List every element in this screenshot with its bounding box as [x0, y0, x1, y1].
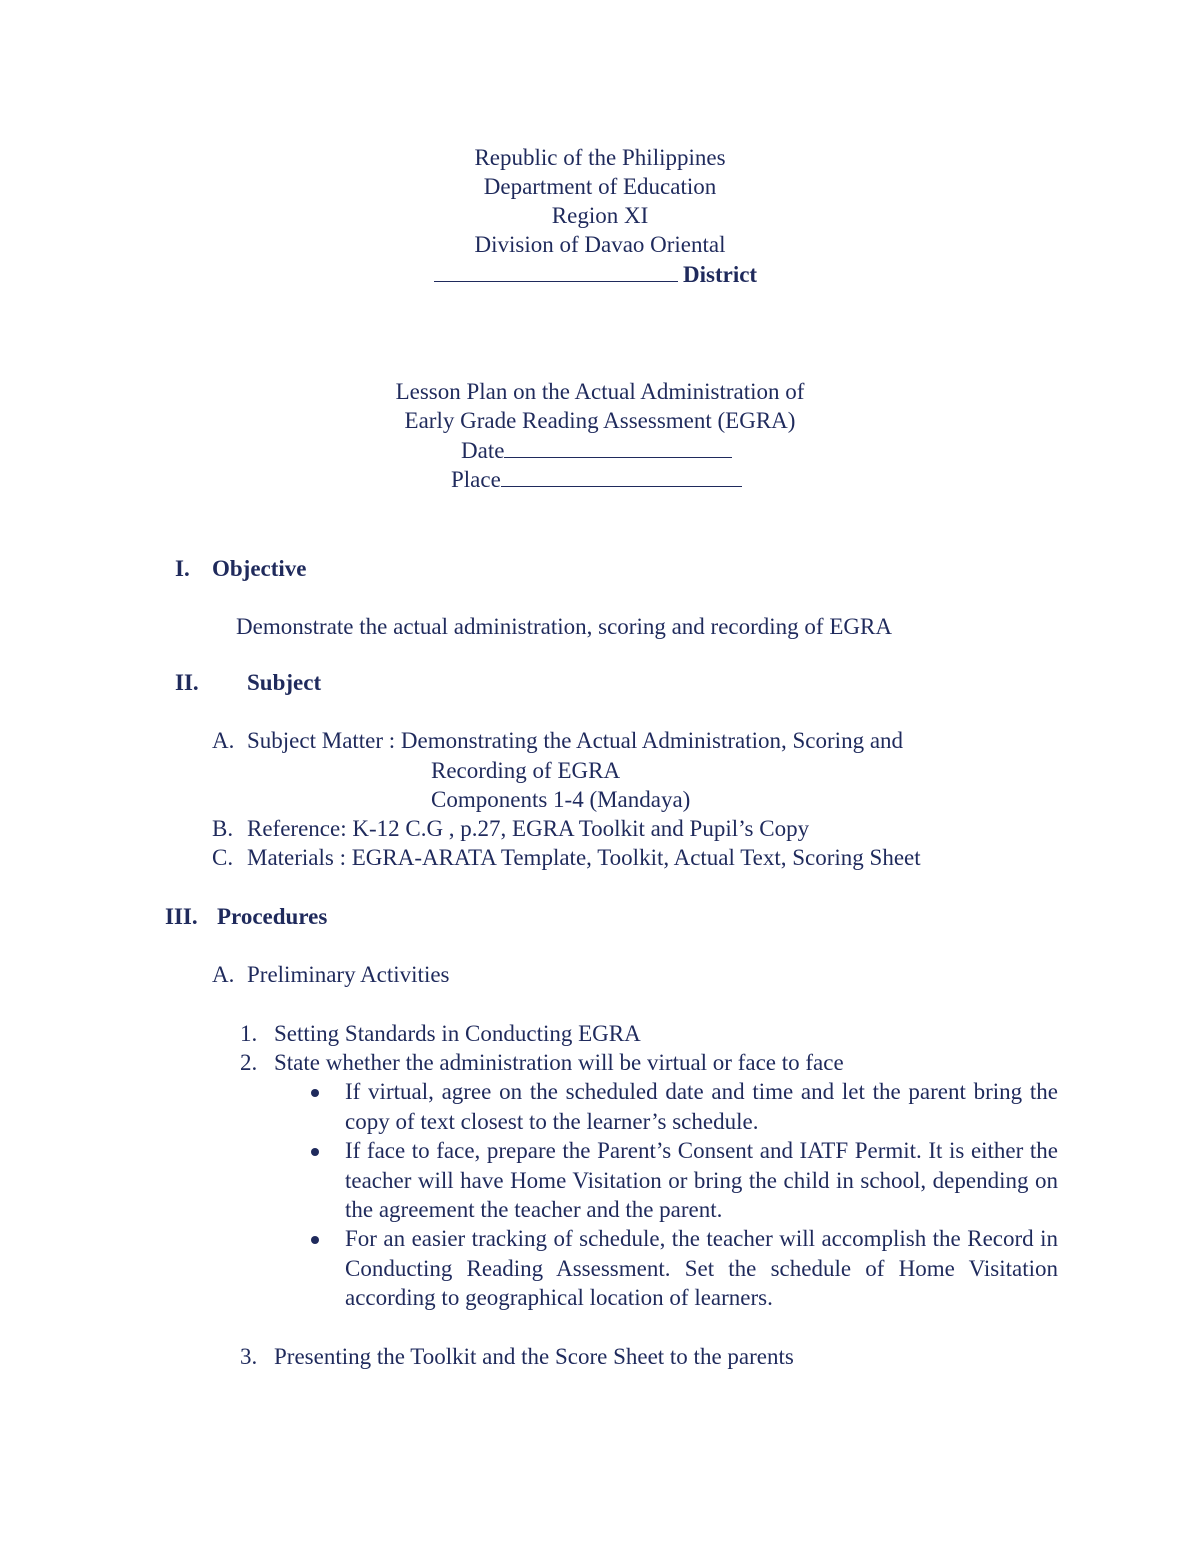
date-line	[461, 436, 732, 465]
place-label: Place	[451, 467, 501, 492]
district-line	[434, 260, 757, 289]
place-line	[451, 465, 742, 494]
objective-text: Demonstrate the actual administration, scoring and recording of EGRA	[236, 614, 892, 639]
step-number: 3.	[240, 1344, 258, 1369]
objective-heading: Objective	[212, 556, 307, 581]
bullet-item-tracking: For an easier tracking of schedule, the teacher will accomplish the Record in Conducting Reading Assessment. Set the schedule of Home Visitation according to geographical location of learners.	[345, 1226, 1058, 1310]
procedures-numeral: III.	[165, 904, 198, 929]
subject-matter-cont-1: Recording of EGRA	[431, 758, 621, 783]
objective-numeral: I.	[175, 556, 190, 581]
subject-heading: Subject	[247, 670, 322, 695]
procedures-heading: Procedures	[217, 904, 328, 929]
subject-matter-cont-2: Components 1-4 (Mandaya)	[431, 787, 691, 812]
place-blank	[501, 466, 742, 487]
preliminary-letter: A.	[212, 962, 235, 987]
division-heading: Division of Davao Oriental	[474, 232, 726, 257]
district-label: District	[683, 262, 758, 287]
bullet-icon	[308, 1233, 322, 1247]
date-blank	[504, 437, 732, 458]
step-text: Setting Standards in Conducting EGRA	[274, 1021, 641, 1046]
title-line-1: Lesson Plan on the Actual Administration of	[395, 379, 805, 404]
reference-text: Reference: K-12 C.G , p.27, EGRA Toolkit and Pupil’s Copy	[247, 816, 810, 841]
step-number: 2.	[240, 1050, 258, 1075]
republic-heading: Republic of the Philippines	[474, 145, 726, 170]
title-line-2: Early Grade Reading Assessment (EGRA)	[404, 408, 796, 433]
subject-item-letter: B.	[212, 816, 234, 841]
step-text: State whether the administration will be virtual or face to face	[274, 1050, 844, 1075]
bullet-item-virtual: If virtual, agree on the scheduled date and time and let the parent bring the copy of text closest to the learner’s schedule.	[345, 1079, 1058, 1134]
district-blank	[434, 261, 678, 282]
bullet-icon	[308, 1086, 322, 1100]
subject-numeral: II.	[175, 670, 199, 695]
region-heading: Region XI	[551, 203, 649, 228]
bullet-icon	[308, 1145, 322, 1159]
step-number: 1.	[240, 1021, 258, 1046]
department-heading: Department of Education	[483, 174, 717, 199]
date-label: Date	[461, 438, 505, 463]
materials-text: Materials : EGRA-ARATA Template, Toolkit, Actual Text, Scoring Sheet	[247, 845, 921, 870]
subject-item-letter: C.	[212, 845, 234, 870]
bullet-item-face-to-face: If face to face, prepare the Parent’s Consent and IATF Permit. It is either the teacher will have Home Visitation or bring the child in school, depending on the agreement the teacher and the parent.	[345, 1138, 1058, 1222]
subject-matter-text: Subject Matter : Demonstrating the Actual Administration, Scoring and	[247, 728, 904, 753]
subject-item-letter: A.	[212, 728, 235, 753]
step-text: Presenting the Toolkit and the Score Sheet to the parents	[274, 1344, 794, 1369]
preliminary-heading: Preliminary Activities	[247, 962, 450, 987]
